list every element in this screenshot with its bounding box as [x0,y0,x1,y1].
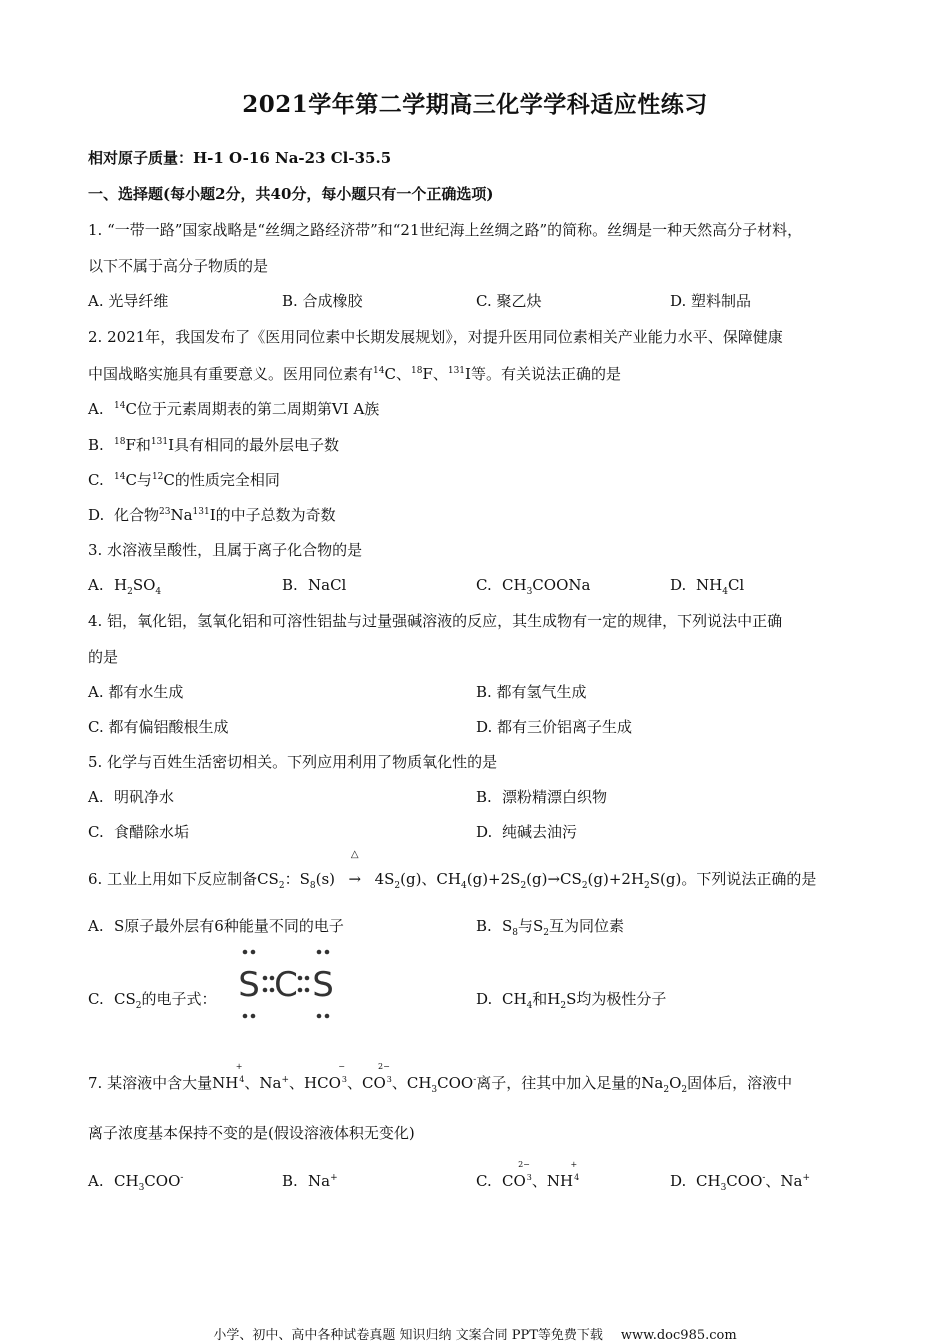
q2-option-d [88,505,336,525]
q7-b-label: B. [282,1172,298,1190]
q7-a-t1: CH [114,1172,139,1190]
q3-b-text: NaCl [308,576,347,594]
q7-d-t2: COO [726,1172,763,1190]
q6-c-t2: 的电子式： [141,990,217,1008]
q2-c-mass2: 12 [151,472,164,482]
q2-b-mass1: 18 [114,437,126,447]
q2-line2-pre: 中国战略实施具有重要意义。医用同位素有 [88,365,374,383]
nh4-ion [235,1062,245,1096]
nh4-charge: + [235,1062,243,1071]
q6-option-c [88,989,217,1009]
q5-stem: 5. 化学与百姓生活密切相关。下列应用利用了物质氧化性的是 [88,753,498,771]
footer [0,1324,950,1343]
q5-d-label: D. [476,823,493,841]
q1-option-d: D. 塑料制品 [670,292,752,310]
q3-option-a [88,575,161,595]
q1-option-b: B. 合成橡胶 [282,292,363,310]
reaction-arrow: → [348,870,362,888]
q3-c-t2: COONa [532,576,591,594]
q7-b-ch: + [330,1173,338,1183]
q5-option-c [88,822,189,842]
q6-h2s-sub: 2 [644,881,650,891]
q7-stem-line2: 离子浓度基本保持不变的是(假设溶液体积无变化) [88,1124,415,1142]
q7-a-ch: - [180,1173,184,1183]
acetate-charge: - [473,1075,477,1085]
q7-option-c [476,1160,580,1194]
sep2: 、 [432,365,448,383]
q7-s5: COO [437,1074,474,1092]
co3-sub: 3 [386,1075,392,1084]
q2-d-mass2: 131 [192,507,210,517]
q7-stem-line1 [88,1062,793,1096]
q3-b-label: B. [282,576,298,594]
q6-r1-state: (s) [315,870,335,888]
lewis-s-left: S [238,965,260,1005]
q6-s2-sub: 2 [520,881,527,891]
q6-r1-prod-sub: 2 [394,881,401,891]
q5-b-label: B. [476,788,492,806]
q3-option-b [282,575,346,595]
q7-d-ch: - [762,1173,766,1183]
q3-stem: 3. 水溶液呈酸性，且属于离子化合物的是 [88,541,363,559]
q3-c-label: C. [476,576,492,594]
q4-option-a: A. 都有水生成 [88,683,184,701]
q6-c-t1: CS [114,990,136,1008]
hco3-charge: − [338,1062,345,1071]
q7-s8: 固体后，溶液中 [687,1074,793,1092]
q1-option-a: A. 光导纤维 [88,292,169,310]
iso3-mass: 131 [447,366,466,376]
q6-d-t2: 和H [532,990,561,1008]
q7-s3: 、CO [346,1074,386,1092]
q5-c-text: 食醋除水垢 [114,823,190,841]
q6-s8-sub: 8 [309,881,316,891]
q2-c-text: C的性质完全相同 [163,471,280,489]
q7-s7: O [669,1074,682,1092]
q2-a-text: C位于元素周期表的第二周期第VI A族 [125,400,380,418]
q2-line2-post: 等。有关说法正确的是 [470,365,621,383]
q3-c-t1: CH [502,576,527,594]
q5-option-a [88,787,174,807]
q7-c-co3-sub: 3 [526,1173,532,1182]
q2-b-mass2: 131 [150,437,169,447]
q6-r2-mid2: (g)→CS [526,870,582,888]
q2-option-a [88,399,379,419]
q2-a-label: A. [88,400,104,418]
q3-a-s2: 4 [155,587,162,597]
hco3-ion [338,1062,347,1096]
q2-d-text: I的中子总数为奇数 [209,506,336,524]
lewis-s-right: S [312,965,334,1005]
q6-b-s2: 2 [543,928,550,938]
co3-charge: 2− [378,1062,390,1071]
atomic-mass-line: 相对原子质量：H-1 O-16 Na-23 Cl-35.5 [88,149,392,167]
q7-a-t2: COO [144,1172,181,1190]
q5-c-label: C. [88,823,104,841]
q7-d-s1: 3 [720,1183,727,1193]
q6-d-label: D. [476,990,493,1008]
q6-b-s1: 8 [512,928,519,938]
q3-a-t1: H [114,576,128,594]
q7-s4: 、CH [391,1074,432,1092]
q7-c-nh4-sub: 4 [574,1173,580,1182]
sep1: 、 [395,365,411,383]
q6-a-text: S原子最外层有6种能量不同的电子 [114,917,344,935]
o2-sub: 2 [681,1085,688,1095]
q6-r1-prod-state: (g)、CH [400,870,461,888]
q7-b-t1: Na [308,1172,331,1190]
q7-s1: 、Na [244,1074,282,1092]
q3-option-c [476,575,590,595]
q2-b-label: B. [88,436,104,454]
q3-d-t1: NH [696,576,723,594]
q7-a-s1: 3 [138,1183,145,1193]
q1-option-c: C. 聚乙炔 [476,292,542,310]
q1-stem-line1: 1. “一带一路”国家战略是“丝绸之路经济带”和“21世纪海上丝绸之路”的简称。丝绸是一种天然高分子材料， [88,221,803,239]
q5-b-text: 漂粉精漂白织物 [502,788,608,806]
heat-triangle-icon: △ [350,849,359,860]
q7-c-mid: 、NH [531,1172,574,1190]
section-heading: 一、选择题(每小题2分，共40分，每小题只有一个正确选项) [88,185,494,203]
q7-option-b [282,1171,338,1191]
q2-b-text: I具有相同的最外层电子数 [168,436,339,454]
q6-d-t1: CH [502,990,527,1008]
q6-c-s1: 2 [135,1001,142,1011]
q3-c-s1: 3 [526,587,533,597]
q7-c-label: C. [476,1172,492,1190]
q6-d-s2: 2 [560,1001,567,1011]
q2-stem-line1: 2. 2021年，我国发布了《医用同位素中长期发展规划》，对提升医用同位素相关产业能力水平、保障健康 [88,328,783,346]
footer-text: 小学、初中、高中各种试卷真题 知识归纳 文案合同 PPT等免费下载 [213,1328,603,1343]
q7-pre: 7. 某溶液中含大量NH [88,1074,239,1092]
q7-d-label: D. [670,1172,687,1190]
lewis-c: C [274,965,298,1005]
q6-b-t1: S [502,917,513,935]
q6-d-t3: S均为极性分子 [566,990,667,1008]
q7-d-t1: CH [696,1172,721,1190]
q4-stem-line1: 4. 铝，氧化铝，氢氧化铝和可溶性铝盐与过量强碱溶液的反应，其生成物有一定的规律，下列说法中正确 [88,612,783,630]
q5-option-d [476,822,577,842]
q6-r2-mid: (g)+2S [466,870,521,888]
q7-option-a [88,1171,183,1191]
q3-a-t2: SO [132,576,156,594]
q3-d-label: D. [670,576,687,594]
q2-c-mid: C与 [125,471,152,489]
q7-c-t1: CO [502,1172,526,1190]
q3-option-d [670,575,744,595]
q6-option-d [476,989,666,1009]
q1-stem-line2: 以下不属于高分子物质的是 [88,257,269,275]
q2-stem-line2 [88,364,621,384]
footer-site-link[interactable]: www.doc985.com [620,1328,737,1343]
q6-cs2-sub: 2 [278,881,285,891]
q7-c-co3-ion [518,1160,532,1194]
iso1-sym: C [384,365,396,383]
q6-ch4-sub: 4 [461,881,467,891]
q3-d-t2: Cl [727,576,745,594]
cs2-lewis-structure [237,946,337,1022]
q6-c-label: C. [88,990,104,1008]
na2-sub: 2 [663,1085,670,1095]
q6-r2-end: (g)+2H [587,870,645,888]
q2-a-mass: 14 [114,401,126,411]
q6-d-s1: 4 [526,1001,533,1011]
q3-a-s1: 2 [127,587,133,597]
q2-d-label: D. [88,506,105,524]
q2-d-mass1: 23 [159,507,171,517]
hco3-sub: 3 [341,1075,347,1084]
ch3-sub: 3 [431,1085,438,1095]
co3-ion [378,1062,392,1096]
q5-option-b [476,787,607,807]
iso3-sym: I [465,365,471,383]
q5-a-label: A. [88,788,104,806]
q6-b-t2: 与S [518,917,544,935]
exam-title: 2021学年第二学期高三化学学科适应性练习 [242,91,708,118]
q2-d-pre: 化合物 [114,506,160,524]
iso2-mass: 18 [410,366,423,376]
q6-stem [88,849,817,891]
q2-c-label: C. [88,471,104,489]
q2-d-mid: Na [170,506,193,524]
iso1-mass: 14 [373,366,385,376]
q4-option-d: D. 都有三价铝离子生成 [476,718,633,736]
q7-d-t3: 、Na [765,1172,803,1190]
q7-s2: 、HCO [289,1074,341,1092]
q7-c-co3-charge: 2− [518,1160,530,1169]
q6-a-label: A. [88,917,104,935]
q3-d-s1: 4 [722,587,728,597]
q6-b-t3: 互为同位素 [549,917,625,935]
q3-a-label: A. [88,576,104,594]
q2-option-c [88,470,280,490]
q6-stem-pre: 6. 工业上用如下反应制备CS [88,870,279,888]
heat-arrow [340,849,370,889]
q6-option-a [88,916,344,936]
q2-b-mid: F和 [125,436,151,454]
q5-a-text: 明矾净水 [114,788,175,806]
q7-s6: 离子，往其中加入足量的Na [476,1074,664,1092]
q7-a-label: A. [88,1172,104,1190]
q7-option-d [670,1171,810,1191]
q2-option-b [88,435,339,455]
q7-c-nh4-charge: + [570,1160,578,1169]
q4-option-c: C. 都有偏铝酸根生成 [88,718,229,736]
q6-r1-prod: 4S [374,870,395,888]
q6-cs2-sub2: 2 [581,881,588,891]
iso2-sym: F [422,365,433,383]
na-charge: + [281,1075,290,1085]
q4-stem-line2: 的是 [88,648,119,666]
nh4-sub: 4 [239,1075,245,1084]
q6-b-label: B. [476,917,492,935]
q7-c-nh4-ion [570,1160,580,1194]
q7-d-ch2: + [802,1173,811,1183]
q6-option-b [476,916,624,936]
q2-c-mass1: 14 [114,472,126,482]
q6-colon: ：S [284,870,310,888]
q4-option-b: B. 都有氢气生成 [476,683,587,701]
q6-r2-tail: S(g)。下列说法正确的是 [649,870,817,888]
q5-d-text: 纯碱去油污 [502,823,578,841]
